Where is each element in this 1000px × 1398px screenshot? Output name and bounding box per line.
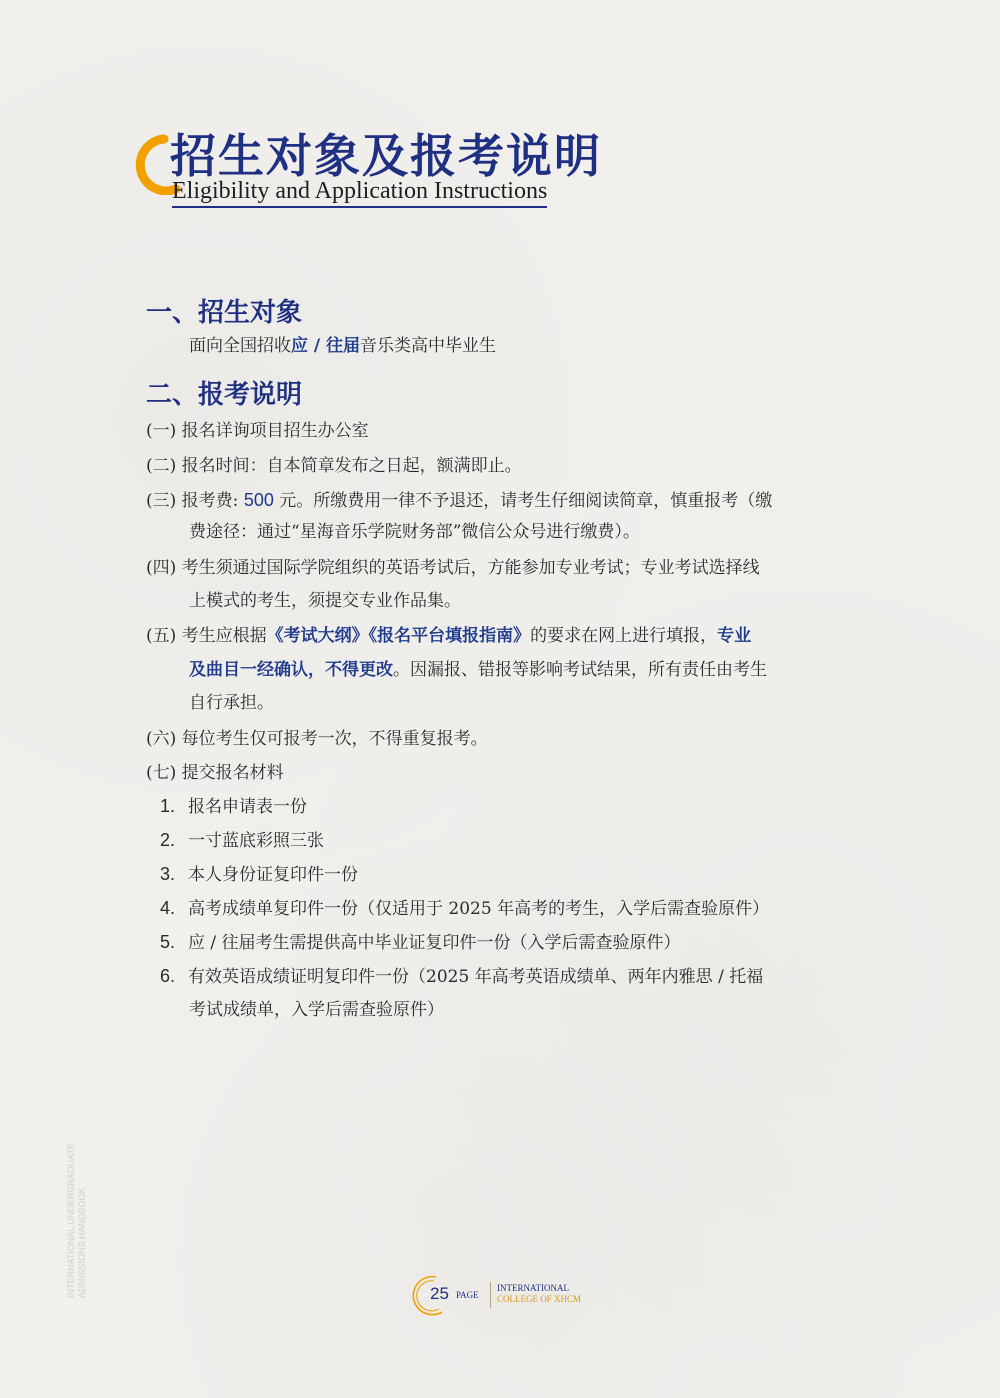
material-number: 5. [160, 932, 176, 952]
doc-registration-guide: 《报名平台填报指南》 [368, 626, 531, 646]
material-item [160, 896, 769, 921]
instruction-item-6: (六) 每位考生仅可报考一次，不得重复报考。 [146, 729, 488, 749]
side-watermark [66, 1143, 88, 1298]
instruction-item-7: (七) 提交报名材料 [146, 763, 284, 783]
application-fee: 500 [243, 490, 274, 510]
eligibility-text [189, 334, 496, 358]
material-item [160, 828, 324, 853]
doc-exam-syllabus: 《考试大纲》 [266, 626, 369, 646]
eligibility-text-b: 音乐类高中毕业生 [360, 336, 497, 356]
material-item [160, 964, 763, 989]
material-text: 高考成绩单复印件一份（仅适用于 2025 年高考的考生，入学后需查验原件） [188, 899, 770, 919]
item3-prefix: (三) 报考费: [146, 491, 239, 511]
section-heading-instructions: 二、报考说明 [146, 380, 303, 410]
college-line2: COLLEGE OF XHCM [497, 1294, 582, 1304]
footer-divider [490, 1282, 491, 1308]
page-number: 25 [430, 1284, 449, 1303]
material-number: 1. [160, 796, 176, 816]
material-text: 本人身份证复印件一份 [188, 865, 358, 885]
material-number: 6. [160, 966, 176, 986]
material-text: 应 / 往届考生需提供高中毕业证复印件一份（入学后需查验原件） [188, 933, 681, 953]
eligibility-highlight: 应 / 往届 [291, 336, 361, 356]
page-label: PAGE [456, 1290, 479, 1300]
page-subtitle: Eligibility and Application Instructions [172, 178, 547, 208]
instruction-item-5-line3: 自行承担。 [189, 693, 274, 713]
title-block [130, 128, 650, 208]
instruction-item-1: (一) 报名详询项目招生办公室 [146, 421, 369, 441]
item5-mid: 的要求在网上进行填报， [530, 626, 718, 646]
side-text-line2: ADMISSIONS HANDBOOK [77, 1187, 87, 1298]
page-footer [408, 1274, 608, 1318]
instruction-item-4-line2: 上模式的考生，须提交专业作品集。 [189, 591, 461, 611]
instruction-item-3-line2: 费途径：通过“星海音乐学院财务部”微信公众号进行缴费）。 [189, 522, 640, 542]
instruction-item-3-line1 [146, 488, 772, 513]
college-name [497, 1283, 581, 1305]
college-line1: INTERNATIONAL [497, 1283, 569, 1293]
item3-line1-rest: 元。所缴费用一律不予退还，请考生仔细阅读简章，慎重报考（缴 [279, 491, 773, 511]
eligibility-text-a: 面向全国招收 [189, 336, 291, 356]
page-title: 招生对象及报考说明 [170, 129, 602, 183]
material-item [160, 930, 681, 955]
material-number: 4. [160, 898, 176, 918]
section-heading-eligibility: 一、招生对象 [146, 298, 303, 328]
instruction-item-5-line2 [189, 658, 767, 682]
item5-prefix: (五) 考生应根据 [146, 626, 267, 646]
material-item [160, 794, 307, 819]
material-item-6-cont: 考试成绩单，入学后需查验原件） [189, 1000, 444, 1020]
material-text: 一寸蓝底彩照三张 [188, 831, 324, 851]
material-number: 3. [160, 864, 176, 884]
material-item [160, 862, 358, 887]
material-text: 有效英语成绩证明复印件一份（2025 年高考英语成绩单、两年内雅思 / 托福 [188, 967, 764, 987]
side-text-line1: INTERNATIONAL UNDERGRADUATE [66, 1143, 76, 1298]
instruction-item-2: (二) 报名时间：自本简章发布之日起，额满即止。 [146, 456, 522, 476]
item5-line2-rest: 。因漏报、错报等影响考试结果，所有责任由考生 [393, 660, 767, 680]
item5-emphasis-2: 及曲目一经确认，不得更改 [189, 660, 393, 680]
material-number: 2. [160, 830, 176, 850]
item5-emphasis-1: 专业 [717, 626, 752, 646]
material-text: 报名申请表一份 [188, 797, 307, 817]
instruction-item-4-line1: (四) 考生须通过国际学院组织的英语考试后，方能参加专业考试；专业考试选择线 [146, 558, 760, 578]
instruction-item-5-line1 [146, 624, 751, 648]
